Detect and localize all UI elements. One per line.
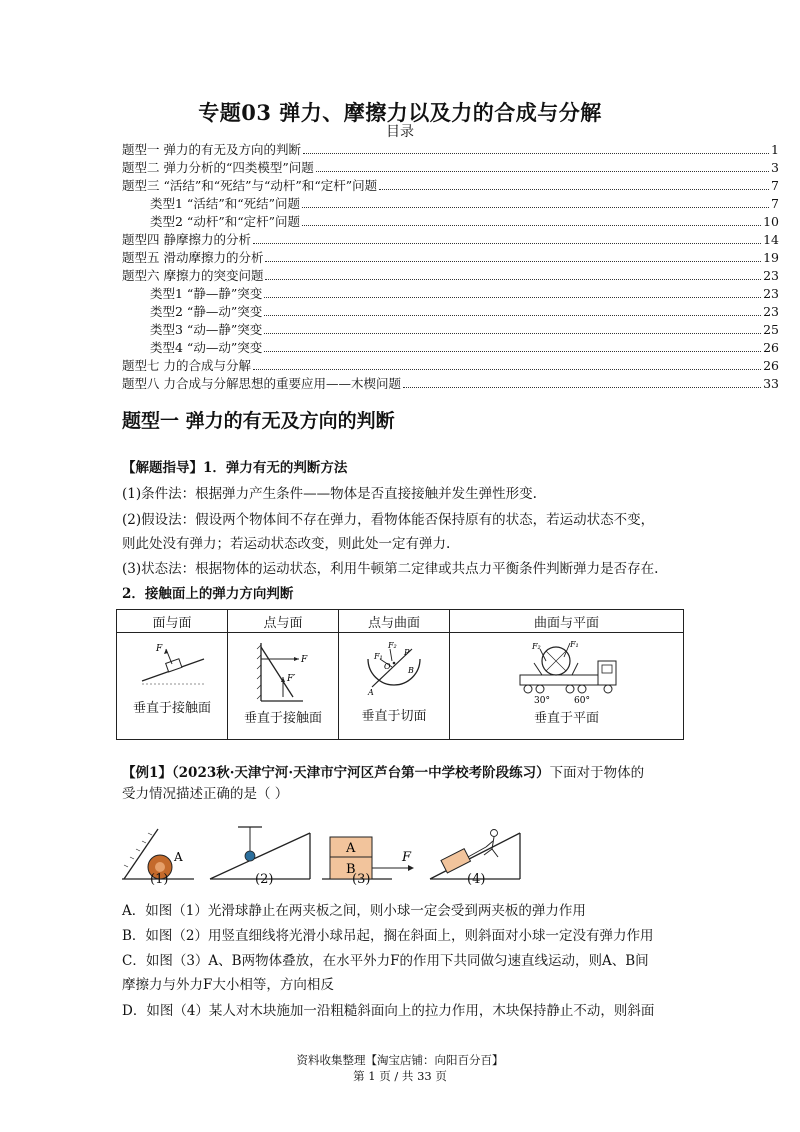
guide-item-2: (2)假设法：假设两个物体间不存在弹力，看物体能否保持原有的状态，若运动状态不变， — [122, 512, 655, 528]
toc-entry-label: 类型2 “动杆”和“定杆”问题 — [150, 214, 300, 229]
toc-leader-dots — [403, 386, 761, 388]
guide-item-1: (1)条件法：根据弹力产生条件——物体是否直接接触并发生弹性形变. — [122, 486, 537, 502]
example-source: （2023秋·天津宁河·天津市宁河区芦台第一中学校考阶段练习） — [171, 765, 550, 781]
block-a-label: A — [346, 841, 356, 856]
toc-entry-label: 题型三 “活结”和“死结”与“动杆”和“定杆”问题 — [122, 178, 378, 193]
footer-source: 资料收集整理【淘宝店铺：向阳百分百】 — [296, 1053, 504, 1067]
toc-leader-dots — [302, 224, 761, 226]
toc-entry-page: 26 — [763, 340, 779, 355]
section-heading: 题型一 弹力的有无及方向的判断 — [122, 410, 395, 432]
toc-entry[interactable] — [122, 212, 779, 230]
table-header-cell: 面与面 — [117, 610, 228, 633]
contact-heading: 2．接触面上的弹力方向判断 — [122, 586, 294, 602]
toc-entry[interactable] — [122, 284, 779, 302]
toc-leader-dots — [302, 206, 769, 208]
toc-entry-page: 25 — [763, 322, 779, 337]
point-label: P — [404, 648, 410, 657]
toc-leader-dots — [253, 242, 761, 244]
toc-entry-label: 题型二 弹力分析的“四类模型”问题 — [122, 160, 314, 175]
toc-entry-page: 10 — [763, 214, 779, 229]
toc-entry[interactable] — [122, 158, 779, 176]
toc-entry-label: 类型3 “动—静”突变 — [150, 322, 263, 337]
toc-entry-label: 类型2 “静—动”突变 — [150, 304, 263, 319]
ball-label: A — [174, 850, 183, 864]
guide-label: 【解题指导】1．弹力有无的判断方法 — [122, 460, 348, 476]
toc-entry[interactable] — [122, 194, 779, 212]
option-c-cont: 摩擦力与外力F大小相等，方向相反 — [122, 977, 334, 993]
option-a: A．如图（1）光滑球静止在两夹板之间，则小球一定会受到两夹板的弹力作用 — [122, 903, 586, 919]
table-caption: 垂直于切面 — [361, 709, 427, 724]
toc-entry[interactable] — [122, 140, 779, 158]
force-label: F₁ — [374, 652, 383, 661]
toc-entry-label: 题型四 静摩擦力的分析 — [122, 232, 251, 247]
option-b: B．如图（2）用竖直细线将光滑小球吊起，搁在斜面上，则斜面对小球一定没有弹力作用 — [122, 928, 654, 944]
toc-entry-label: 类型1 “活结”和“死结”问题 — [150, 196, 300, 211]
figure-label: (4) — [467, 872, 486, 887]
option-d: D．如图（4）某人对木块施加一沿粗糙斜面向上的拉力作用，木块保持静止不动，则斜面 — [122, 1003, 655, 1019]
toc-entry-page: 3 — [771, 160, 779, 175]
force-label: F₂ — [531, 642, 541, 651]
example-header — [122, 763, 644, 783]
toc-entry-label: 题型六 摩擦力的突变问题 — [122, 268, 264, 283]
toc-entry-page: 14 — [763, 232, 779, 247]
toc-entry[interactable] — [122, 230, 779, 248]
guide-item-2-cont: 则此处没有弹力；若运动状态改变，则此处一定有弹力. — [122, 536, 451, 552]
force-label: F₂ — [388, 641, 397, 650]
toc-entry[interactable] — [122, 176, 779, 194]
guide-item-3: (3)状态法：根据物体的运动状态，利用牛顿第二定律或共点力平衡条件判断弹力是否存在. — [122, 561, 659, 577]
toc-entry-page: 7 — [771, 196, 779, 211]
toc-entry[interactable] — [122, 356, 779, 374]
example-stem: 下面对于物体的 — [549, 765, 645, 781]
toc-entry-page: 1 — [771, 142, 779, 157]
table-caption: 垂直于接触面 — [132, 701, 211, 716]
toc-entry-page: 23 — [763, 304, 779, 319]
toc-leader-dots — [303, 152, 769, 154]
toc-entry-page: 19 — [763, 250, 779, 265]
table-header-cell: 点与曲面 — [339, 610, 450, 633]
block-on-incline-figure — [132, 639, 212, 689]
toc-entry[interactable] — [122, 266, 779, 284]
toc-entry-label: 题型一 弹力的有无及方向的判断 — [122, 142, 301, 157]
table-caption: 垂直于平面 — [533, 711, 599, 726]
table-header-cell: 点与面 — [228, 610, 339, 633]
toc-leader-dots — [265, 278, 761, 280]
force-label: F₁ — [569, 640, 579, 649]
angle-label: 30° — [533, 696, 550, 705]
toc-entry-label: 题型五 滑动摩擦力的分析 — [122, 250, 264, 265]
toc-entry[interactable] — [122, 338, 779, 356]
toc-entry[interactable] — [122, 302, 779, 320]
toc-entry-label: 题型七 力的合成与分解 — [122, 358, 251, 373]
figure-label: (2) — [255, 872, 274, 887]
truck-cylinder-figure — [512, 639, 622, 705]
toc-entry[interactable] — [122, 374, 779, 392]
force-label: F′ — [287, 674, 296, 684]
toc-entry[interactable] — [122, 248, 779, 266]
point-label: O — [384, 662, 391, 671]
force-label: F — [156, 644, 163, 654]
toc-entry[interactable] — [122, 320, 779, 338]
force-label: F — [301, 655, 308, 665]
figure-label: (3) — [352, 872, 371, 887]
point-label: B — [408, 666, 414, 675]
toc-entry-label: 题型八 力合成与分解思想的重要应用——木楔问题 — [122, 376, 401, 391]
table-caption: 垂直于接触面 — [243, 711, 322, 726]
toc-entry-page: 33 — [763, 376, 779, 391]
rod-in-bowl-figure — [354, 639, 434, 701]
angle-label: 60° — [573, 696, 590, 705]
toc-leader-dots — [379, 188, 769, 190]
table-cell-point-face — [228, 633, 339, 740]
table-cell-point-curve — [339, 633, 450, 740]
example-label: 【例1】 — [122, 765, 172, 781]
toc-entry-label: 类型1 “静—静”突变 — [150, 286, 263, 301]
table-header-cell: 曲面与平面 — [450, 610, 684, 633]
toc-leader-dots — [265, 260, 761, 262]
block-b-label: B — [346, 862, 356, 877]
table-of-contents — [122, 140, 779, 392]
rod-on-wall-figure — [243, 639, 323, 705]
toc-entry-page: 7 — [771, 178, 779, 193]
toc-entry-page: 23 — [763, 268, 779, 283]
toc-leader-dots — [264, 314, 761, 316]
toc-leader-dots — [264, 296, 761, 298]
toc-heading: 目录 — [386, 124, 414, 140]
toc-leader-dots — [316, 170, 769, 172]
option-c: C．如图（3）A、B两物体叠放，在水平外力F的作用下共同做匀速直线运动，则A、B间 — [122, 953, 649, 969]
toc-leader-dots — [264, 332, 761, 334]
table-cell-face-face — [117, 633, 228, 740]
contact-direction-table — [116, 609, 684, 740]
force-label: F — [402, 850, 412, 865]
footer-page-number: 第 1 页 / 共 33 页 — [353, 1069, 447, 1083]
toc-entry-page: 23 — [763, 286, 779, 301]
toc-leader-dots — [264, 350, 761, 352]
table-cell-curve-plane — [450, 633, 684, 740]
point-label: A — [368, 688, 374, 697]
page-title: 专题03 弹力、摩擦力以及力的合成与分解 — [198, 100, 602, 125]
example-figures — [122, 812, 682, 904]
figure-label: (1) — [150, 872, 169, 887]
toc-leader-dots — [253, 368, 761, 370]
toc-entry-label: 类型4 “动—动”突变 — [150, 340, 263, 355]
example-stem-cont: 受力情况描述正确的是（ ） — [122, 786, 289, 802]
toc-entry-page: 26 — [763, 358, 779, 373]
